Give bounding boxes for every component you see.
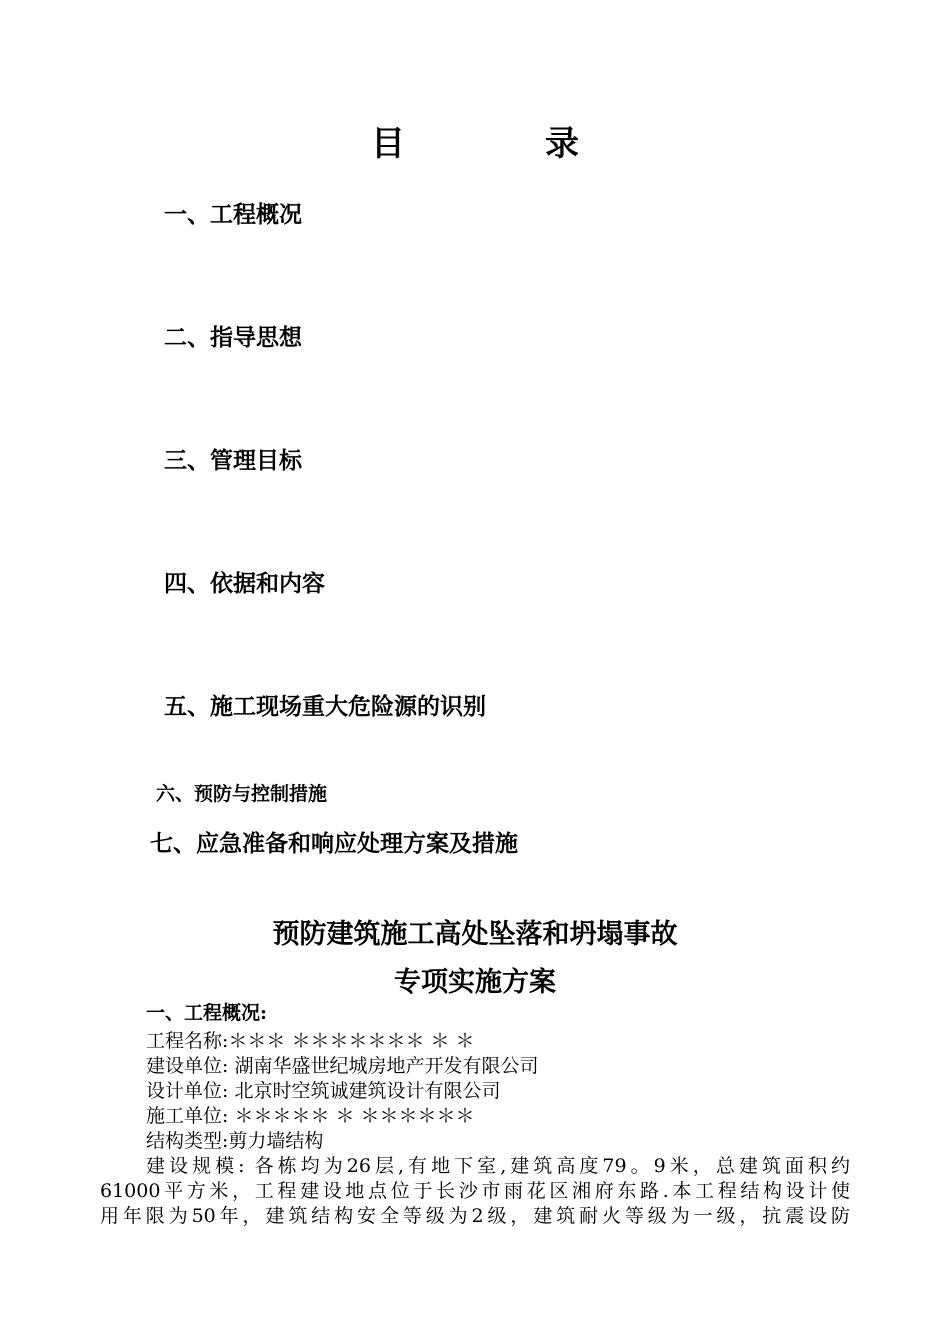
toc-title-right: 录 bbox=[545, 124, 579, 164]
toc-title-left: 目 bbox=[371, 124, 405, 164]
toc-item-1[interactable]: 一、工程概况 bbox=[164, 201, 302, 228]
document-title-line1: 预防建筑施工高处坠落和坍塌事故 bbox=[272, 919, 678, 950]
toc-item-2[interactable]: 二、指导思想 bbox=[164, 324, 302, 351]
section-heading: 一、工程概况: bbox=[146, 1002, 268, 1024]
toc-title bbox=[0, 116, 950, 165]
toc-item-6[interactable]: 六、预防与控制措施 bbox=[156, 783, 328, 805]
contractor-line: 施工单位: ＊＊＊＊＊ ＊ ＊＊＊＊＊＊ bbox=[146, 1105, 475, 1127]
scale-paragraph-line: 61000平方米，工程建设地点位于长沙市雨花区湘府东路.本工程结构设计使 bbox=[100, 1180, 850, 1202]
toc-item-4[interactable]: 四、依据和内容 bbox=[164, 570, 325, 597]
document-title-line2: 专项实施方案 bbox=[394, 967, 556, 998]
structure-type-line: 结构类型:剪力墙结构 bbox=[146, 1130, 324, 1152]
toc-item-7[interactable]: 七、应急准备和响应处理方案及措施 bbox=[150, 830, 518, 857]
scale-paragraph-line: 建设规模: 各栋均为26层,有地下室,建筑高度79。9米，总建筑面积约 bbox=[146, 1155, 850, 1177]
toc-item-3[interactable]: 三、管理目标 bbox=[164, 447, 302, 474]
project-name-line: 工程名称:＊＊＊ ＊＊＊＊＊＊＊ ＊ ＊ bbox=[146, 1030, 475, 1052]
owner-line: 建设单位: 湖南华盛世纪城房地产开发有限公司 bbox=[146, 1055, 539, 1077]
scale-paragraph-line: 用年限为50年，建筑结构安全等级为2级，建筑耐火等级为一级，抗震设防 bbox=[100, 1205, 850, 1227]
designer-line: 设计单位: 北京时空筑诚建筑设计有限公司 bbox=[146, 1080, 501, 1102]
toc-item-5[interactable]: 五、施工现场重大危险源的识别 bbox=[164, 693, 486, 720]
